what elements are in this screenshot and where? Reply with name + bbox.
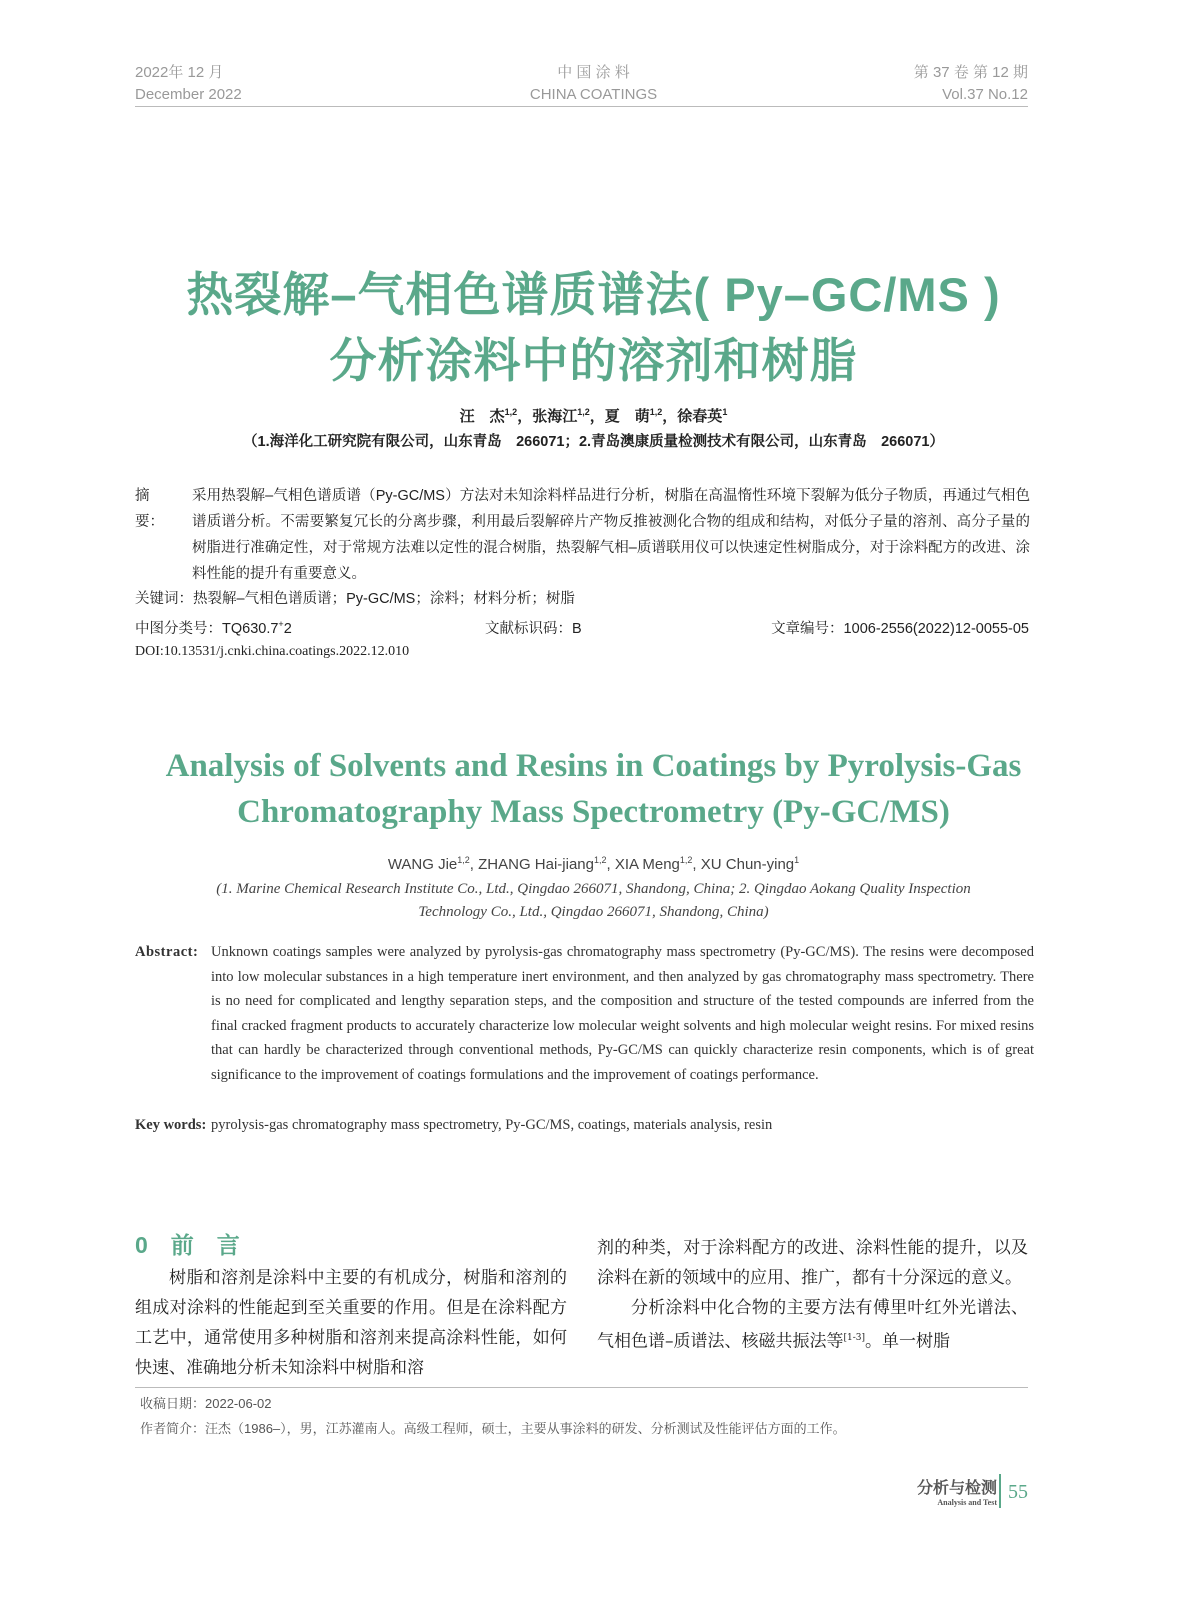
header-vol-en: Vol.37 No.12 (942, 86, 1028, 103)
header-journal-en: CHINA COATINGS (529, 86, 658, 103)
article-number: 文章编号：1006-2556(2022)12-0055-05 (771, 621, 1029, 637)
affiliation-en: (1. Marine Chemical Research Institute Co., Ltd., Qingdao 266071, Shandong, China; 2. Qingdao Aokang Quality Inspection Technology Co., Ltd., Qingdao 266071, Shandong, China) (216, 881, 971, 920)
header-rule (135, 106, 1028, 107)
title-en-line2: Chromatography Mass Spectrometry (Py-GC/MS) (237, 794, 950, 830)
title-en-line1: Analysis of Solvents and Resins in Coatings by Pyrolysis-Gas (165, 748, 1022, 784)
citation[interactable]: [1-3] (843, 1333, 866, 1343)
authors-cn: 汪 杰$^{1,2}$，张海江$^{1,2}$，夏 萌$^{1,2}$，徐春英$^1$ (459, 407, 728, 425)
abstract-en (135, 940, 1034, 1087)
received-date: 收稿日期：2022-06-02 (140, 1396, 272, 1411)
author: 张海江$^{1,2}$ (532, 407, 590, 425)
author: WANG Jie$^{1,2}$ (387, 855, 470, 873)
title-cn-line2: 分析涂料中的溶剂和树脂 (329, 334, 858, 387)
keywords-en (135, 1113, 1034, 1138)
author: 徐春英$^1$ (677, 407, 728, 425)
clc-number: 中图分类号：TQ630.7+2 (135, 619, 292, 637)
document-code: 文献标识码：B (485, 621, 582, 637)
section-heading: 0 前 言 (135, 1232, 240, 1258)
page-number: 55 (1008, 1481, 1028, 1503)
authors-en: WANG Jie$^{1,2}$, ZHANG Hai-jiang$^{1,2}$, XIA Meng$^{1,2}$, XU Chun-ying$^1$ (387, 855, 800, 873)
header-date-en: December 2022 (135, 86, 242, 103)
footer-section: 分析与检测 Analysis and Test (916, 1480, 997, 1507)
title-cn-line1: 热裂解–气相色谱质谱法( Py–GC/MS ) (186, 268, 1001, 321)
abstract-cn-label: 摘 要： (135, 488, 164, 530)
footnote-rule (135, 1387, 1028, 1388)
author-bio: 作者简介：汪杰（1986–），男，江苏灌南人。高级工程师，硕士，主要从事涂料的研发、分析测试及性能评估方面的工作。 (140, 1421, 846, 1436)
abstract-en-label: Abstract: (135, 944, 199, 960)
keywords-en-label: Key words: (135, 1117, 207, 1133)
header-date-cn: 2022年 12 月 (135, 64, 224, 81)
footer-divider (999, 1474, 1001, 1508)
abstract-cn (135, 483, 1030, 587)
intro-left-column: 树脂和溶剂是涂料中主要的有机成分，树脂和溶剂的组成对涂料的性能起到至关重要的作用。但是在涂料配方工艺中，通常使用多种树脂和溶剂来提高涂料性能，如何快速、准确地分析未知涂料中树脂和溶 (135, 1268, 567, 1378)
author: XU Chun-ying$^1$ (700, 855, 800, 873)
abstract-cn-text: 采用热裂解–气相色谱质谱（Py-GC/MS）方法对未知涂料样品进行分析，树脂在高温惰性环境下裂解为低分子物质，再通过气相色谱质谱分析。不需要繁复冗长的分离步骤，利用最后裂解碎片产物反推被测化合物的组成和结构，对低分子量的溶剂、高分子量的树脂进行准确定性，对于常规方法难以定性的混合树脂，热裂解气相–质谱联用仪可以快速定性树脂成分，对于涂料配方的改进、涂料性能的提升有重要意义。 (192, 488, 1030, 582)
header-vol-cn: 第 37 卷 第 12 期 (913, 64, 1028, 81)
keywords-en-text: pyrolysis-gas chromatography mass spectrometry, Py-GC/MS, coatings, materials analysis, resin (211, 1117, 773, 1133)
keywords-cn: 关键词：热裂解–气相色谱质谱；Py-GC/MS；涂料；材料分析；树脂 (135, 591, 575, 607)
author: ZHANG Hai-jiang$^{1,2}$ (478, 855, 607, 873)
author: 夏 萌$^{1,2}$ (604, 407, 663, 425)
header-volume (914, 62, 1028, 106)
intro-right-column: 剂的种类，对于涂料配方的改进、涂料性能的提升，以及涂料在新的领域中的应用、推广，都有十分深远的意义。 分析涂料中化合物的主要方法有傅里叶红外光谱法、气相色谱–质谱法、核磁共振法等[1-3]。单一树脂 (597, 1238, 1028, 1352)
affiliation-cn: （1.海洋化工研究院有限公司，山东青岛 266071；2.青岛澳康质量检测技术有限公司，山东青岛 266071） (243, 434, 944, 450)
header-journal-cn: 中 国 涂 料 (557, 64, 630, 81)
abstract-en-text: Unknown coatings samples were analyzed by pyrolysis-gas chromatography mass spectrometry (Py-GC/MS). The resins were decomposed into low molecular substances in a high temperature inert environment, and then analyzed by gas chromatography mass spectrometry. There is no need for complicated and lengthy separation steps, and the composition and structure of the tested compounds are inferred from the final cracked fragment products to accurately characterize low molecular weight solvents and high molecular weight resins. For mixed resins that can hardly be characterized through conventional methods, Py-GC/MS can quickly characterize resin components, which is of great significance to the improvement of coatings formulations and the improvement of coatings performance. (211, 944, 1034, 1083)
author: 汪 杰$^{1,2}$ (459, 407, 518, 425)
author: XIA Meng$^{1,2}$ (614, 855, 693, 873)
doi[interactable]: DOI:10.13531/j.cnki.china.coatings.2022.12.010 (135, 644, 410, 659)
